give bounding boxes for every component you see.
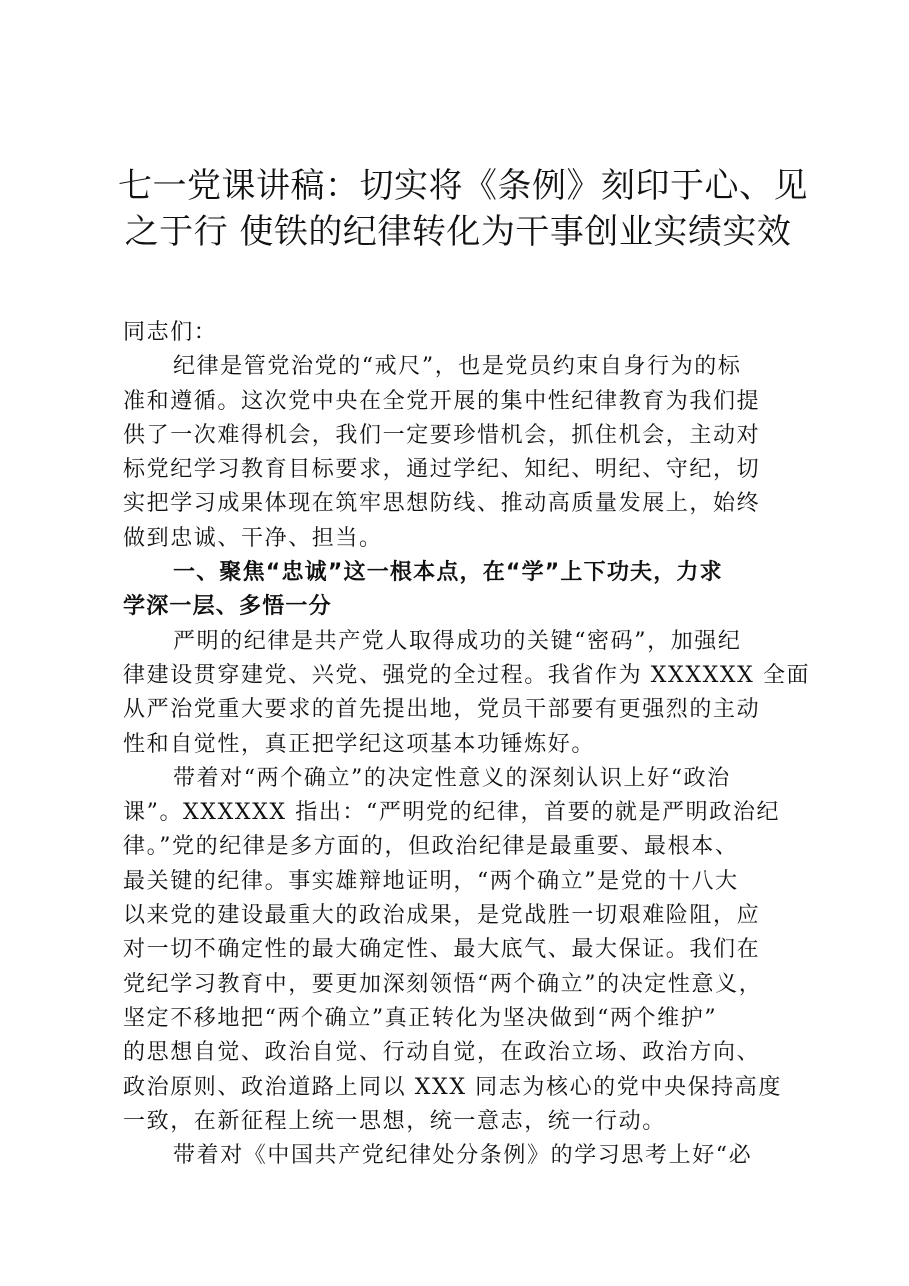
paragraph-3-line-2: 律建设贯穿建党、兴党、强党的全过程。我省作为 XXXXXX 全面 <box>123 662 811 688</box>
paragraph-4-line-3: 律。”党的纪律是多方面的，但政治纪律是最重要、最根本、 <box>123 834 739 860</box>
paragraph-3-line-3: 从严治党重大要求的首先提出地，党员干部要有更强烈的主动 <box>123 697 761 723</box>
paragraph-1-line-5: 实把学习成果体现在筑牢思想防线、推动高质量发展上，始终 <box>123 491 761 517</box>
paragraph-1-line-4: 标党纪学习教育目标要求，通过学纪、知纪、明纪、守纪，切 <box>123 457 761 483</box>
paragraph-4-line-2: 课”。XXXXXX 指出：“严明党的纪律，首要的就是严明政治纪 <box>123 800 781 826</box>
paragraph-4-line-4: 最关键的纪律。事实雄辩地证明，“两个确立”是党的十八大 <box>123 868 739 894</box>
paragraph-1-line-3: 供了一次难得机会，我们一定要珍惜机会，抓住机会，主动对 <box>123 422 761 448</box>
document-title-line-2: 之于行 使铁的纪律转化为干事创业实绩实效 <box>124 212 792 252</box>
paragraph-4-line-1: 带着对“两个确立”的决定性意义的深刻认识上好“政治 <box>173 765 731 791</box>
section-heading-line-2: 学深一层、多悟一分 <box>123 594 332 620</box>
paragraph-1-line-1: 纪律是管党治党的“戒尺”，也是党员约束自身行为的标 <box>173 354 742 380</box>
paragraph-3-line-4: 性和自觉性，真正把学纪这项基本功锤炼好。 <box>123 731 596 757</box>
paragraph-4-line-7: 党纪学习教育中，要更加深刻领悟“两个确立”的决定性意义， <box>123 971 763 997</box>
document-body <box>123 316 811 1173</box>
paragraph-4-line-10: 政治原则、政治道路上同以 XXX 同志为核心的党中央保持高度 <box>123 1074 782 1100</box>
paragraph-4-line-8: 坚定不移地把“两个确立”真正转化为坚决做到“两个维护” <box>123 1005 718 1031</box>
paragraph-4-line-5: 以来党的建设最重大的政治成果，是党战胜一切艰难险阻，应 <box>123 903 761 929</box>
paragraph-4-line-9: 的思想自觉、政治自觉、行动自觉，在政治立场、政治方向、 <box>123 1040 761 1066</box>
paragraph-4-line-11: 一致，在新征程上统一思想，统一意志，统一行动。 <box>123 1108 666 1134</box>
paragraph-3-line-1: 严明的纪律是共产党人取得成功的关键“密码”，加强纪 <box>173 628 742 654</box>
paragraph-4-line-6: 对一切不确定性的最大确定性、最大底气、最大保证。我们在 <box>123 937 761 963</box>
paragraph-1-line-6: 做到忠诚、干净、担当。 <box>123 525 383 551</box>
greeting: 同志们： <box>123 320 218 345</box>
document-title-line-1: 七一党课讲稿：切实将《条例》刻印于心、见 <box>118 166 808 206</box>
paragraph-5-line-1: 带着对《中国共产党纪律处分条例》的学习思考上好“必 <box>173 1143 753 1169</box>
section-heading-line-1: 一、聚焦“忠诚”这一根本点，在“学”上下功夫，力求 <box>173 560 723 586</box>
paragraph-1-line-2: 准和遵循。这次党中央在全党开展的集中性纪律教育为我们提 <box>123 388 761 414</box>
